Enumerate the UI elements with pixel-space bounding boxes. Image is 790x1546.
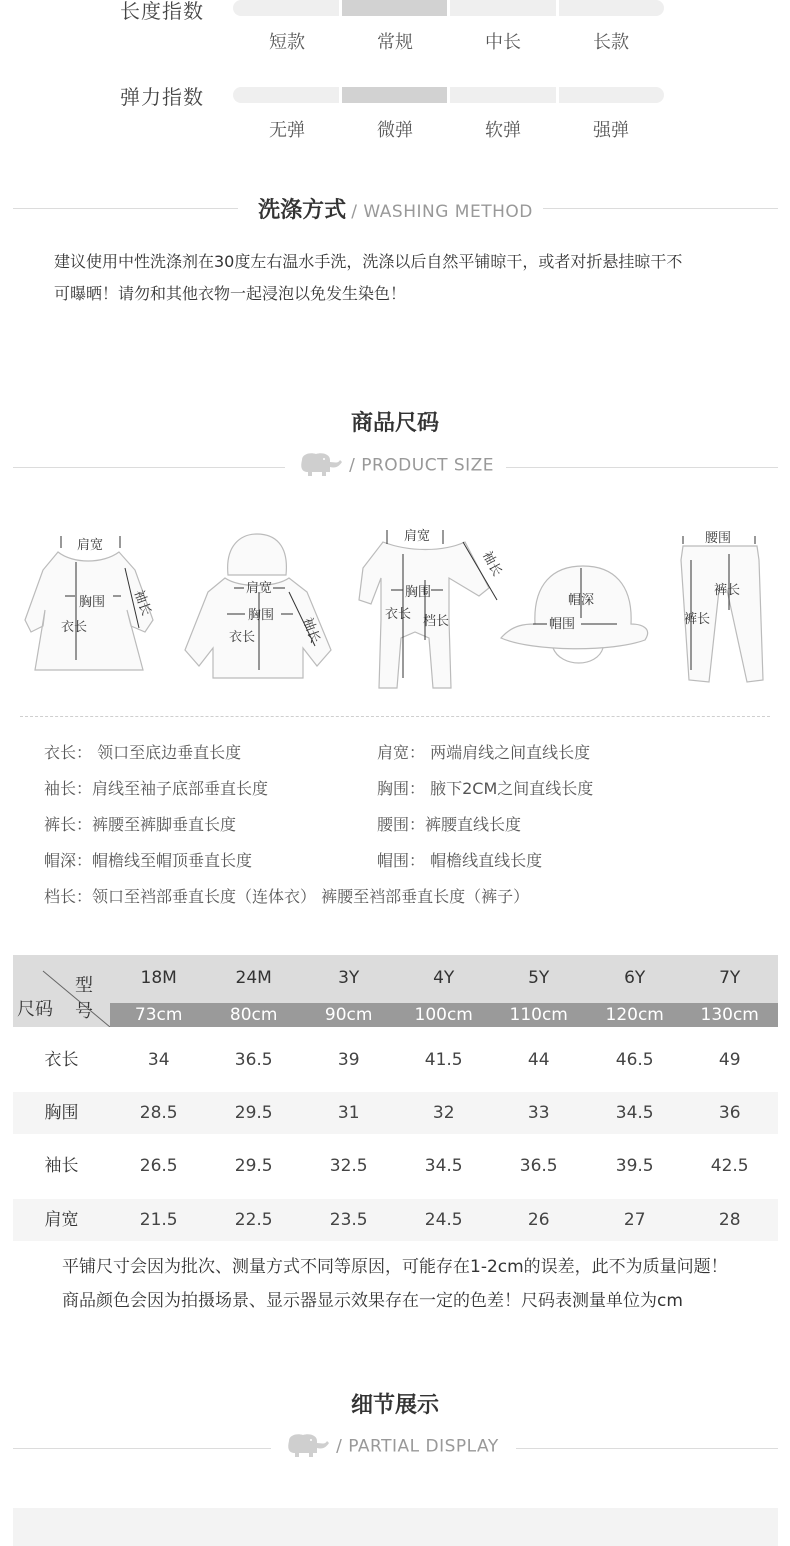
diagram-label: 衣长 (229, 630, 256, 645)
detail-title: 细节展示 (350, 1393, 439, 1418)
table-cell: 33 (527, 1103, 550, 1123)
length-option: 常规 (377, 32, 413, 53)
height-label: 130cm (700, 1005, 759, 1025)
table-cell: 36.5 (234, 1050, 273, 1070)
detail-header (13, 1433, 778, 1463)
table-cell: 23.5 (329, 1210, 368, 1230)
table-cell: 36.5 (519, 1156, 558, 1176)
length-option: 短款 (269, 32, 305, 53)
diagram-label: 肩宽 (404, 529, 431, 544)
diagram-label: 肩宽 (246, 581, 273, 596)
table-cell: 27 (623, 1210, 646, 1230)
product-size-subtitle: / PRODUCT SIZE (349, 455, 495, 476)
row-label: 衣长 (44, 1050, 79, 1070)
jacket-diagram (185, 534, 331, 678)
table-cell: 28 (718, 1210, 741, 1230)
diagram-label: 胸围 (79, 595, 106, 610)
elephant-icon (283, 1433, 331, 1461)
table-cell: 36 (718, 1103, 741, 1123)
table-cell: 39 (337, 1050, 360, 1070)
length-index-bar (233, 0, 664, 16)
length-seg-2 (342, 0, 448, 16)
diagram-label: 袖长 (130, 588, 154, 618)
table-cell: 26.5 (139, 1156, 178, 1176)
table-cell: 29.5 (234, 1103, 273, 1123)
table-row (13, 1092, 778, 1134)
corner-bottom-label: 尺码 (17, 999, 53, 1020)
stretch-option: 微弹 (377, 120, 413, 141)
table-cell: 39.5 (615, 1156, 654, 1176)
note-line: 平铺尺寸会因为批次、测量方式不同等原因，可能存在1-2cm的误差，此不为质量问题！ (62, 1257, 728, 1277)
size-label: 6Y (624, 968, 646, 988)
table-cell: 42.5 (710, 1156, 749, 1176)
size-label: 5Y (528, 968, 550, 988)
product-size-header (13, 452, 778, 482)
elephant-icon (296, 452, 344, 480)
table-row (13, 1145, 778, 1187)
stretch-seg-4 (559, 87, 665, 103)
diagram-label: 肩宽 (77, 538, 104, 553)
definition-left: 档长：领口至裆部垂直长度（连体衣） 裤腰至裆部垂直长度（裤子） (44, 887, 530, 906)
table-row (13, 1039, 778, 1081)
washing-title: 洗涤方式 (258, 198, 347, 223)
washing-text (54, 246, 754, 310)
definition-left: 衣长： 领口至底边垂直长度 (44, 743, 242, 762)
table-cell: 34 (147, 1050, 170, 1070)
table-cell: 28.5 (139, 1103, 178, 1123)
definition-left: 裤长：裤腰至裤脚垂直长度 (44, 815, 237, 834)
row-label: 肩宽 (44, 1210, 79, 1230)
diagram-label: 袖长 (479, 548, 505, 579)
washing-line: 可曝晒！请勿和其他衣物一起浸泡以免发生染色！ (54, 284, 407, 303)
diagram-label: 裤长 (684, 612, 711, 627)
washing-header (13, 193, 778, 223)
table-cell: 24.5 (424, 1210, 463, 1230)
table-row (13, 1199, 778, 1241)
table-cell: 46.5 (615, 1050, 654, 1070)
diagram-label: 裤长 (714, 583, 741, 598)
table-cell: 31 (337, 1103, 360, 1123)
row-label: 袖长 (44, 1156, 79, 1176)
height-label: 100cm (414, 1005, 473, 1025)
definition-right: 腰围：裤腰直线长度 (377, 815, 522, 834)
diagram-label: 衣长 (385, 607, 412, 622)
table-cell: 22.5 (234, 1210, 273, 1230)
stretch-seg-3 (450, 87, 556, 103)
stretch-index-bar (233, 87, 664, 103)
length-seg-1 (233, 0, 339, 16)
size-label: 4Y (433, 968, 455, 988)
detail-subtitle: / PARTIAL DISPLAY (336, 1436, 499, 1457)
height-label: 110cm (509, 1005, 568, 1025)
definition-left: 帽深：帽檐线至帽顶垂直长度 (44, 851, 253, 870)
product-size-title: 商品尺码 (350, 411, 439, 436)
diagram-label: 胸围 (405, 585, 432, 600)
length-option: 中长 (485, 32, 521, 53)
washing-subtitle: / WASHING METHOD (351, 202, 533, 222)
corner-top-label: 型号 (75, 975, 93, 1022)
height-label: 90cm (324, 1005, 373, 1025)
table-cell: 34.5 (424, 1156, 463, 1176)
stretch-seg-2 (342, 87, 448, 103)
table-cell: 44 (527, 1050, 550, 1070)
table-cell: 21.5 (139, 1210, 178, 1230)
dashed-divider (20, 716, 770, 717)
note-line: 商品颜色会因为拍摄场景、显示器显示效果存在一定的色差！尺码表测量单位为cm (62, 1291, 683, 1311)
detail-photo (13, 1508, 778, 1546)
stretch-option: 软弹 (485, 120, 521, 141)
diagram-label: 帽深 (568, 593, 595, 608)
washing-line: 建议使用中性洗涤剂在30度左右温水手洗，洗涤以后自然平铺晾干，或者对折悬挂晾干不 (54, 252, 683, 271)
table-cell: 49 (718, 1050, 741, 1070)
size-label: 7Y (719, 968, 741, 988)
height-label: 120cm (605, 1005, 664, 1025)
diagram-label: 衣长 (61, 620, 88, 635)
length-seg-4 (559, 0, 665, 16)
hat-diagram (501, 566, 648, 663)
size-label: 24M (235, 968, 272, 988)
table-corner (13, 955, 110, 1027)
row-label: 胸围 (44, 1103, 79, 1123)
dress-diagram (25, 552, 153, 670)
table-cell: 29.5 (234, 1156, 273, 1176)
diagram-label: 帽围 (549, 617, 576, 632)
table-cell: 34.5 (615, 1103, 654, 1123)
definition-left: 袖长：肩线至袖子底部垂直长度 (44, 779, 269, 798)
height-label: 80cm (229, 1005, 278, 1025)
size-label: 3Y (338, 968, 360, 988)
table-cell: 32.5 (329, 1156, 368, 1176)
definition-right: 肩宽： 两端肩线之间直线长度 (377, 743, 591, 762)
stretch-index-label: 弹力指数 (120, 85, 204, 109)
table-cell: 41.5 (424, 1050, 463, 1070)
height-label: 73cm (134, 1005, 183, 1025)
diagram-label: 袖长 (299, 615, 323, 646)
size-label: 18M (140, 968, 177, 988)
diagram-label: 腰围 (705, 531, 732, 546)
definition-right: 胸围： 腋下2CM之间直线长度 (377, 779, 594, 798)
stretch-option: 强弹 (593, 120, 629, 141)
diagram-label: 胸围 (248, 608, 275, 623)
definition-right: 帽围： 帽檐线直线长度 (377, 851, 543, 870)
length-index-label: 长度指数 (120, 0, 204, 23)
length-option: 长款 (593, 32, 629, 53)
diagram-label: 档长 (423, 614, 450, 629)
length-seg-3 (450, 0, 556, 16)
stretch-option: 无弹 (269, 120, 305, 141)
table-cell: 32 (432, 1103, 455, 1123)
garment-diagrams (13, 520, 778, 700)
stretch-seg-1 (233, 87, 339, 103)
table-cell: 26 (527, 1210, 550, 1230)
